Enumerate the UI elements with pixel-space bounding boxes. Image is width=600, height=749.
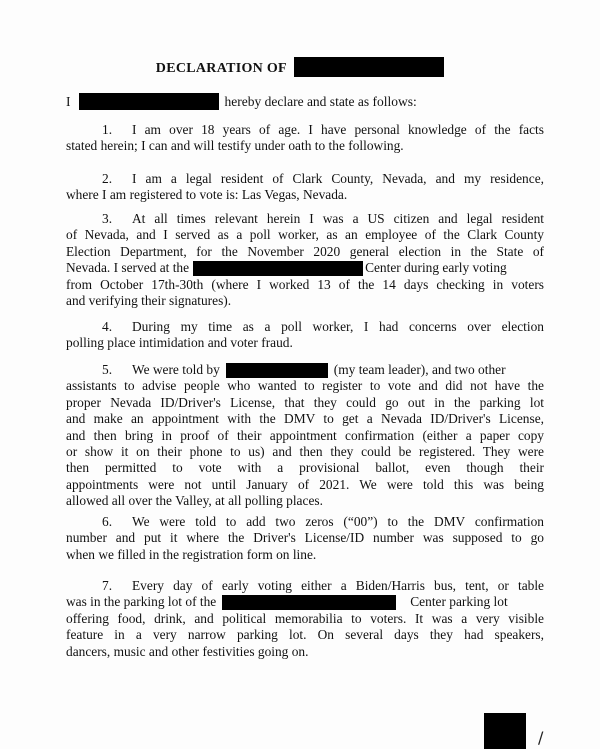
- paragraph-number: 1.: [102, 122, 113, 137]
- paragraph-3: [66, 211, 544, 309]
- paragraph-text: We were told by: [132, 362, 220, 377]
- paragraph-line: dancers, music and other festivities going on.: [66, 643, 309, 659]
- redaction-block: [226, 363, 328, 378]
- paragraph-line: stated herein; I can and will testify under oath to the following.: [66, 138, 404, 154]
- paragraph-line: [66, 578, 544, 594]
- paragraph-7: [66, 578, 544, 660]
- title-text: DECLARATION OF: [155, 61, 287, 76]
- paragraph-1: [66, 122, 544, 155]
- redaction-block: [222, 595, 396, 610]
- paragraph-text: (my team leader), and two other: [333, 362, 506, 377]
- document-title: [0, 57, 600, 77]
- paragraph-line: [66, 594, 544, 610]
- paragraph-line: of Nevada, and I served as a poll worker, as an employee of the Clark County: [66, 227, 544, 243]
- paragraph-line: [66, 122, 544, 138]
- paragraph-line: appointments were not until January of 2021. We were told this was being: [66, 476, 544, 492]
- paragraph-text: At all times relevant herein I was a US citizen and legal resident: [132, 211, 544, 226]
- paragraph-line: [66, 171, 544, 187]
- paragraph-text: was in the parking lot of the: [66, 594, 217, 610]
- redaction-block: [294, 57, 444, 77]
- paragraph-2: [66, 171, 544, 204]
- paragraph-number: 4.: [102, 319, 113, 334]
- intro-prefix: I: [66, 94, 71, 109]
- intro-suffix: hereby declare and state as follows:: [224, 94, 417, 109]
- paragraph-line: number and put it where the Driver's License/ID number was supposed to go: [66, 530, 544, 546]
- intro-line: [66, 93, 417, 110]
- paragraph-line: [66, 211, 544, 227]
- paragraph-text: Center during early voting: [365, 260, 507, 276]
- initial-mark: /: [538, 728, 544, 747]
- paragraph-number: 7.: [102, 578, 113, 593]
- paragraph-line: [66, 319, 544, 335]
- paragraph-text: I am a legal resident of Clark County, Nevada, and my residence,: [132, 171, 544, 186]
- paragraph-line: [66, 362, 544, 378]
- paragraph-text: We were told to add two zeros (“00”) to the DMV confirmation: [132, 514, 544, 529]
- paragraph-6: [66, 514, 544, 563]
- paragraph-4: [66, 319, 544, 352]
- paragraph-line: [66, 514, 544, 530]
- paragraph-line: proper Nevada ID/Driver's License, that they could go out in the parking lot: [66, 394, 544, 410]
- paragraph-line: polling place intimidation and voter fraud.: [66, 335, 293, 351]
- paragraph-line: Election Department, for the November 2020 general election in the State of: [66, 243, 544, 259]
- paragraph-line: and verifying their signatures).: [66, 293, 232, 309]
- redaction-block: [193, 261, 363, 276]
- paragraph-text: I am over 18 years of age. I have personal knowledge of the facts: [132, 122, 544, 137]
- paragraph-5: [66, 362, 544, 510]
- paragraph-line: offering food, drink, and political memorabilia to voters. It was a very visible: [66, 610, 544, 626]
- redaction-block: [79, 93, 219, 110]
- paragraph-line: assistants to advise people who wanted to register to vote and did not have the: [66, 378, 544, 394]
- paragraph-text: Every day of early voting either a Biden/Harris bus, tent, or table: [132, 578, 544, 593]
- redaction-block: [484, 713, 526, 749]
- paragraph-line: from October 17th-30th (where I worked 13 of the 14 days checking in voters: [66, 276, 544, 292]
- paragraph-line: [66, 260, 544, 276]
- paragraph-line: then permitted to vote with a provisional ballot, even though their: [66, 460, 544, 476]
- paragraph-line: where I am registered to vote is: Las Vegas, Nevada.: [66, 187, 348, 203]
- paragraph-number: 3.: [102, 211, 113, 226]
- paragraph-line: and then bring in proof of their appointment confirmation (either a paper copy: [66, 427, 544, 443]
- paragraph-text: During my time as a poll worker, I had concerns over election: [132, 319, 544, 334]
- paragraph-line: feature in a very narrow parking lot. On several days they had speakers,: [66, 627, 544, 643]
- paragraph-line: and make an appointment with the DMV to get a Nevada ID/Driver's License,: [66, 411, 544, 427]
- paragraph-line: or show it on their phone to us) and then they could be registered. They were: [66, 444, 544, 460]
- paragraph-text: Nevada. I served at the: [66, 260, 190, 276]
- paragraph-number: 5.: [102, 362, 113, 377]
- paragraph-number: 2.: [102, 171, 113, 186]
- paragraph-line: allowed all over the Valley, at all polling places.: [66, 493, 323, 509]
- paragraph-number: 6.: [102, 514, 113, 529]
- paragraph-line: when we filled in the registration form on line.: [66, 546, 317, 562]
- paragraph-text: Center parking lot: [410, 594, 508, 610]
